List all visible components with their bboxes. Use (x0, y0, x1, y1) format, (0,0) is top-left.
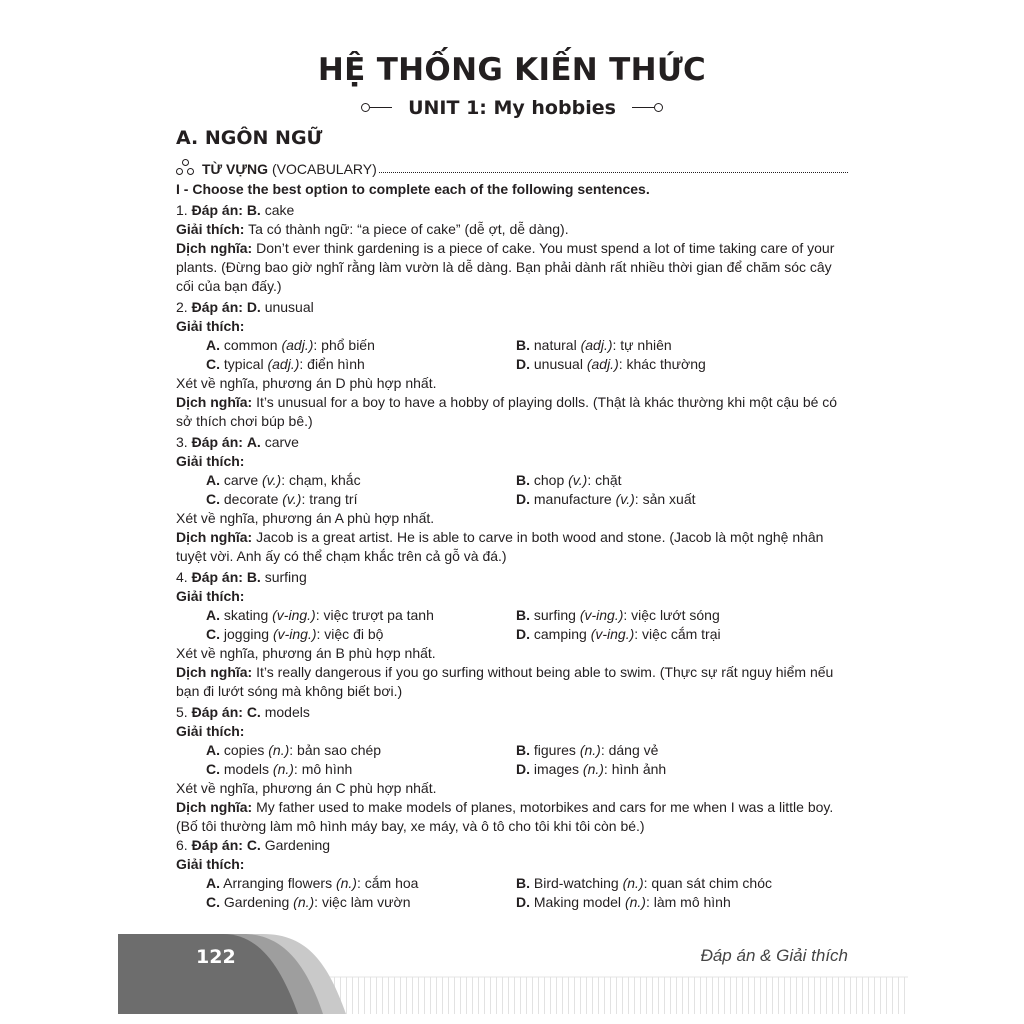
translation-text: It’s really dangerous if you go surfing without being able to swim. (Thực sự rất nguy hiểm nếu bạn đi lướt sóng mà không biết bơi.) (176, 664, 834, 699)
option-c: C. typical (adj.): điển hình (206, 356, 365, 372)
answer-item-4 (176, 568, 848, 701)
translate-label: Dịch nghĩa: (176, 529, 253, 545)
vocab-heading (176, 157, 848, 177)
answer-letter: B. (246, 569, 261, 585)
answer-item-2 (176, 298, 848, 431)
option-grid (206, 606, 848, 644)
translation-text: My father used to make models of planes, motorbikes and cars for me when I was a little boy. (Bố tôi thường làm mô hình máy bay, xe máy, và ô tô cho tôi khi tôi còn bé.) (176, 799, 834, 834)
answer-letter: A. (246, 434, 261, 450)
translate-label: Dịch nghĩa: (176, 394, 253, 410)
answer-item-1 (176, 201, 848, 296)
answer-label: Đáp án: (191, 202, 243, 218)
option-grid (206, 471, 848, 509)
option-a: A. common (adj.): phổ biến (206, 337, 375, 353)
option-d: D. Making model (n.): làm mô hình (516, 894, 731, 910)
option-c: C. models (n.): mô hình (206, 761, 353, 777)
conclusion-text: Xét về nghĩa, phương án D phù hợp nhất. (176, 375, 437, 391)
decor-left-icon (361, 102, 395, 114)
option-b: B. natural (adj.): tự nhiên (516, 337, 672, 353)
section-title: A. NGÔN NGỮ (176, 127, 323, 149)
answer-word: unusual (264, 299, 314, 315)
option-d: D. images (n.): hình ảnh (516, 761, 667, 777)
option-c: C. jogging (v-ing.): việc đi bộ (206, 626, 384, 642)
option-grid (206, 336, 848, 374)
answer-label: Đáp án: (191, 569, 243, 585)
translation-text: Jacob is a great artist. He is able to carve in both wood and stone. (Jacob là một nghệ nhân tuyệt vời. Anh ấy có thể chạm khắc trên cả gỗ và đá.) (176, 529, 824, 564)
option-b: B. figures (n.): dáng vẻ (516, 742, 659, 758)
explain-label: Giải thích: (176, 318, 245, 334)
option-grid (206, 741, 848, 779)
answer-label: Đáp án: (191, 837, 243, 853)
unit-heading (0, 96, 1024, 119)
unit-title: UNIT 1: My hobbies (408, 96, 616, 119)
item-number: 6. (176, 837, 188, 853)
answer-item-6 (176, 836, 848, 912)
option-a: A. skating (v-ing.): việc trượt pa tanh (206, 607, 434, 623)
item-number: 5. (176, 704, 188, 720)
option-d: D. manufacture (v.): sản xuất (516, 491, 696, 507)
answer-item-3 (176, 433, 848, 566)
option-d: D. camping (v-ing.): việc cắm trại (516, 626, 721, 642)
answer-word: cake (264, 202, 295, 218)
page-title: HỆ THỐNG KIẾN THỨC (317, 52, 707, 88)
vocab-sub: (VOCABULARY) (272, 161, 377, 177)
decor-right-icon (629, 102, 663, 114)
answer-word: surfing (264, 569, 307, 585)
answer-letter: B. (246, 202, 261, 218)
item-number: 2. (176, 299, 188, 315)
answer-word: Gardening (264, 837, 331, 853)
exercise-instruction: I - Choose the best option to complete each of the following sentences. (176, 181, 650, 197)
answer-word: models (264, 704, 310, 720)
option-c: C. Gardening (n.): việc làm vườn (206, 894, 411, 910)
option-d: D. unusual (adj.): khác thường (516, 356, 706, 372)
item-number: 1. (176, 202, 188, 218)
translate-label: Dịch nghĩa: (176, 799, 253, 815)
answer-label: Đáp án: (191, 434, 243, 450)
explain-label: Giải thích: (176, 588, 245, 604)
explain-label: Giải thích: (176, 723, 245, 739)
dotted-leader (379, 172, 848, 173)
explain-text: Ta có thành ngữ: “a piece of cake” (dễ ợt, dễ dàng). (248, 221, 569, 237)
answer-label: Đáp án: (191, 299, 243, 315)
answer-letter: C. (246, 704, 261, 720)
option-grid (206, 874, 848, 912)
circles-icon (176, 159, 198, 177)
answer-label: Đáp án: (191, 704, 243, 720)
answer-letter: C. (246, 837, 261, 853)
option-b: B. Bird-watching (n.): quan sát chim chóc (516, 875, 773, 891)
conclusion-text: Xét về nghĩa, phương án C phù hợp nhất. (176, 780, 437, 796)
option-a: A. carve (v.): chạm, khắc (206, 472, 361, 488)
footer-label: Đáp án & Giải thích (700, 946, 848, 965)
explain-label: Giải thích: (176, 221, 245, 237)
explain-label: Giải thích: (176, 453, 245, 469)
answer-word: carve (264, 434, 299, 450)
option-c: C. decorate (v.): trang trí (206, 491, 358, 507)
option-b: B. chop (v.): chặt (516, 472, 622, 488)
translation-text: It’s unusual for a boy to have a hobby of playing dolls. (Thật là khác thường khi một cậu bé có sở thích chơi búp bê.) (176, 394, 838, 429)
explain-label: Giải thích: (176, 856, 245, 872)
conclusion-text: Xét về nghĩa, phương án B phù hợp nhất. (176, 645, 436, 661)
answer-content (176, 180, 848, 912)
option-b: B. surfing (v-ing.): việc lướt sóng (516, 607, 720, 623)
option-a: A. Arranging flowers (n.): cắm hoa (206, 875, 419, 891)
conclusion-text: Xét về nghĩa, phương án A phù hợp nhất. (176, 510, 435, 526)
translate-label: Dịch nghĩa: (176, 240, 253, 256)
item-number: 3. (176, 434, 188, 450)
translation-text: Don’t ever think gardening is a piece of cake. You must spend a lot of time taking care of your plants. (Đừng bao giờ nghĩ rằng làm vườn là dễ dàng. Bạn phải dành rất nhiều thời gian để chăm sóc cây cối của bạn đấy.) (176, 240, 835, 294)
translate-label: Dịch nghĩa: (176, 664, 253, 680)
answer-item-5 (176, 703, 848, 836)
option-a: A. copies (n.): bản sao chép (206, 742, 382, 758)
answer-letter: D. (246, 299, 261, 315)
item-number: 4. (176, 569, 188, 585)
page-number: 122 (196, 946, 236, 968)
vocab-label: TỪ VỰNG (202, 161, 269, 177)
